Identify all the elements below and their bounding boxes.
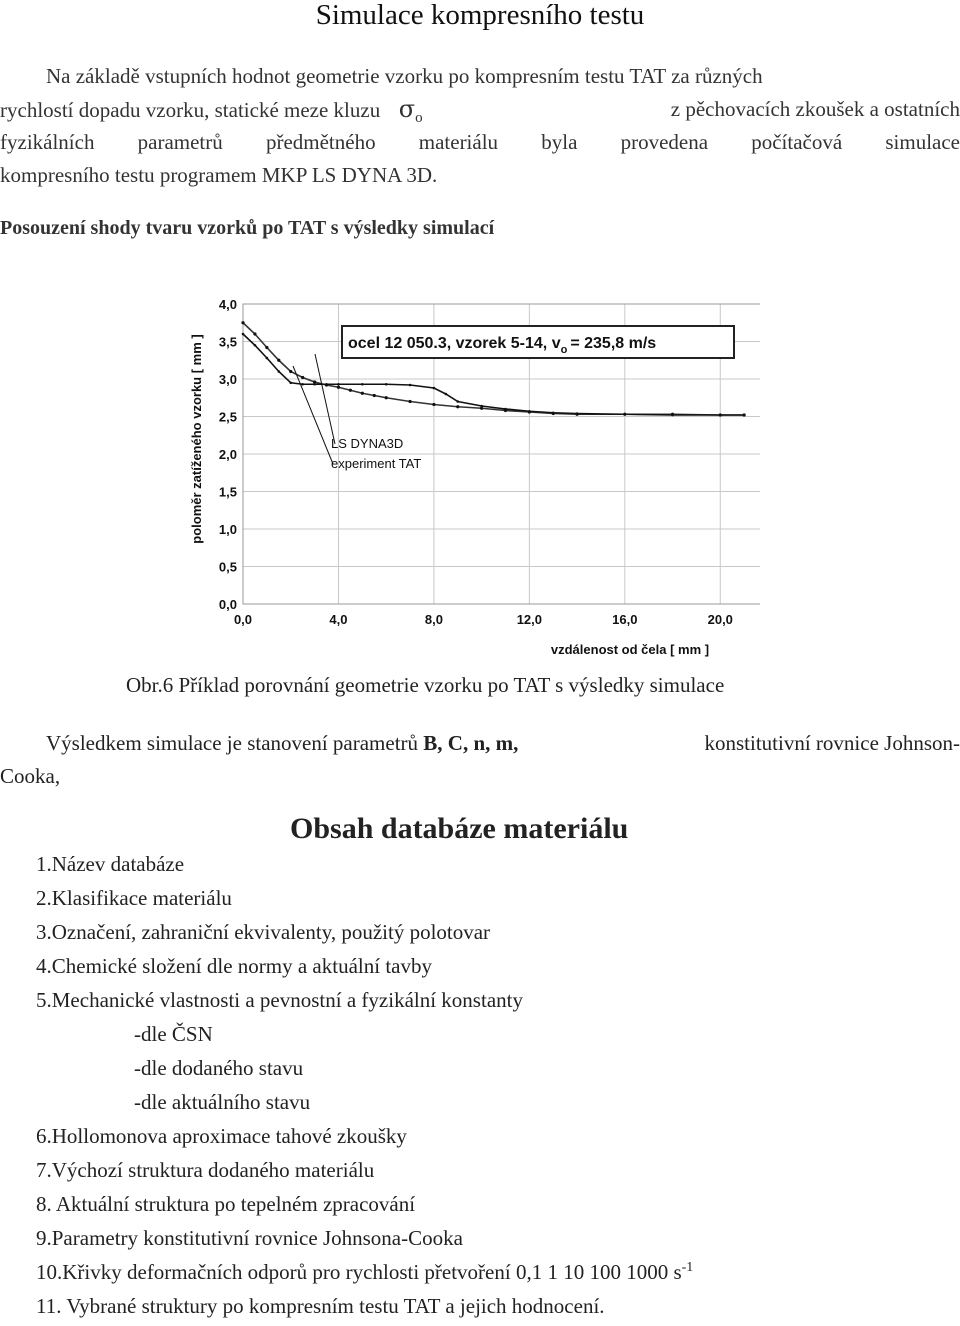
- x-tick-label: 12,0: [516, 612, 543, 627]
- data-point: [313, 383, 316, 386]
- data-point: [432, 403, 435, 406]
- database-list-item: [36, 852, 184, 877]
- y-axis-label: poloměr zatíženého vzorku [ mm ]: [189, 334, 204, 544]
- data-point: [719, 414, 722, 417]
- data-point: [576, 412, 579, 415]
- data-point: [301, 383, 304, 386]
- data-point: [624, 413, 627, 416]
- database-list-item: [36, 1192, 415, 1217]
- database-list-item: [36, 886, 232, 911]
- data-point: [325, 383, 328, 386]
- result-params: B, C, n, m,: [423, 731, 519, 755]
- page-title: Simulace kompresního testu: [315, 0, 645, 31]
- database-list-item-text: -dle ČSN: [134, 1022, 213, 1046]
- database-list-item-text: -dle dodaného stavu: [134, 1056, 304, 1080]
- database-list-item-text: 3.Označení, zahraniční ekvivalenty, použitý polotovar: [36, 920, 491, 944]
- data-point: [253, 332, 256, 335]
- database-list-item: [134, 1090, 310, 1115]
- exponent-superscript: -1: [681, 1260, 694, 1275]
- data-point: [671, 414, 674, 417]
- data-point: [277, 370, 280, 373]
- intro-line-2-a: rychlostí dopadu vzorku, statické meze kluzu: [0, 98, 381, 122]
- data-point: [409, 384, 412, 387]
- y-tick-label: 3,0: [218, 372, 237, 387]
- data-point: [433, 387, 436, 390]
- database-list-item-text: 10.Křivky deformačních odporů pro rychlosti přetvoření 0,1 1 10 100 1000 s: [36, 1260, 682, 1284]
- result-line-1-b: konstitutivní rovnice Johnson-: [704, 731, 960, 755]
- database-list-item-text: 9.Parametry konstitutivní rovnice Johnsona-Cooka: [36, 1226, 463, 1250]
- database-list-item-text: 7.Výchozí struktura dodaného materiálu: [36, 1158, 375, 1182]
- data-point: [528, 410, 531, 413]
- database-list-item: [36, 1260, 693, 1285]
- x-tick-label: 16,0: [612, 612, 638, 627]
- database-list-item-text: 11. Vybrané struktury po kompresním testu TAT a jejich hodnocení.: [36, 1294, 605, 1318]
- data-point: [361, 392, 364, 395]
- data-point: [254, 344, 257, 347]
- data-point: [242, 333, 245, 336]
- data-point: [456, 400, 459, 403]
- data-point: [361, 383, 364, 386]
- database-list-item: [134, 1056, 303, 1081]
- chart-svg: [185, 294, 760, 664]
- data-point: [373, 394, 376, 397]
- data-point: [480, 405, 483, 408]
- data-point: [265, 346, 268, 349]
- comparison-chart: [185, 294, 760, 664]
- database-list-item-text: 1.Název databáze: [36, 852, 185, 876]
- database-list-item-text: 2.Klasifikace materiálu: [36, 886, 232, 910]
- y-tick-label: 2,5: [218, 409, 237, 425]
- database-list-item-text: 8. Aktuální struktura po tepelném zpracování: [36, 1192, 416, 1216]
- result-line-1: [46, 727, 960, 760]
- data-point: [552, 411, 555, 414]
- database-list-item: [36, 954, 432, 979]
- y-tick-label: 3,5: [218, 334, 237, 350]
- data-point: [277, 359, 280, 362]
- intro-line-1: Na základě vstupních hodnot geometrie vzorku po kompresním testu TAT za různých: [46, 64, 763, 88]
- x-axis-label: vzdálenost od čela [ mm ]: [550, 642, 710, 657]
- data-point: [456, 405, 459, 408]
- y-tick-label: 1,5: [218, 484, 237, 500]
- data-point: [504, 408, 507, 411]
- database-list-item: [36, 1124, 407, 1149]
- database-list-item-text: 4.Chemické složení dle normy a aktuální tavby: [36, 954, 432, 978]
- y-tick-label: 0,0: [218, 597, 237, 612]
- database-list-item: [36, 1294, 605, 1319]
- x-tick-label: 20,0: [707, 612, 733, 627]
- annotation-leader-dyna: [315, 354, 335, 444]
- y-tick-label: 2,0: [218, 447, 237, 462]
- intro-line-4: kompresního testu programem MKP LS DYNA 3D.: [0, 163, 438, 187]
- chart-title: ocel 12 050.3, vzorek 5-14, $v_o = 235,8$ m/s: [348, 335, 657, 356]
- sigma-subscript: o: [415, 110, 423, 127]
- x-tick-label: 8,0: [424, 612, 443, 627]
- data-point: [385, 383, 388, 386]
- data-point: [445, 393, 448, 396]
- data-point: [408, 400, 411, 403]
- database-list-item-text: 6.Hollomonova aproximace tahové zkoušky: [36, 1124, 407, 1148]
- database-list-item: [134, 1022, 213, 1047]
- data-point: [337, 386, 340, 389]
- figure-caption: Obr.6 Příklad porovnání geometrie vzorku po TAT s výsledky simulace: [126, 673, 725, 697]
- data-point: [385, 396, 388, 399]
- subheading: Posouzení shody tvaru vzorků po TAT s výsledky simulací: [0, 217, 495, 239]
- annotation-tat: experiment TAT: [331, 456, 422, 471]
- sigma-symbol: σ: [398, 95, 416, 123]
- data-point: [289, 381, 292, 384]
- database-list-item: [36, 1226, 463, 1251]
- y-tick-label: 4,0: [218, 297, 237, 312]
- result-line-2: Cooka,: [0, 764, 61, 788]
- database-list-item: [36, 1158, 374, 1183]
- y-tick-label: 0,5: [218, 559, 237, 575]
- x-tick-label: 0,0: [233, 612, 253, 627]
- data-point: [337, 383, 340, 386]
- database-list-item-text: -dle aktuálního stavu: [134, 1090, 311, 1114]
- database-list-item: [36, 920, 490, 945]
- database-title: Obsah databáze materiálu: [290, 812, 629, 845]
- data-point: [266, 357, 269, 360]
- intro-line-3: fyzikálních parametrů předmětného materiálu byla provedena počítačová simulace: [0, 130, 960, 154]
- x-tick-label: 4,0: [329, 612, 348, 627]
- result-line-1-a: Výsledkem simulace je stanovení parametrů: [46, 731, 419, 755]
- annotation-dyna: LS DYNA3D: [331, 436, 404, 451]
- data-point: [241, 321, 244, 324]
- intro-line-2-b: z pěchovacích zkoušek a ostatních: [670, 97, 960, 121]
- data-point: [349, 389, 352, 392]
- data-point: [301, 376, 304, 379]
- y-tick-label: 1,0: [218, 522, 237, 537]
- database-list-item: [36, 988, 523, 1013]
- data-point: [289, 370, 292, 373]
- data-point: [743, 414, 746, 417]
- database-list-item-text: 5.Mechanické vlastnosti a pevnostní a fyzikální konstanty: [36, 988, 523, 1012]
